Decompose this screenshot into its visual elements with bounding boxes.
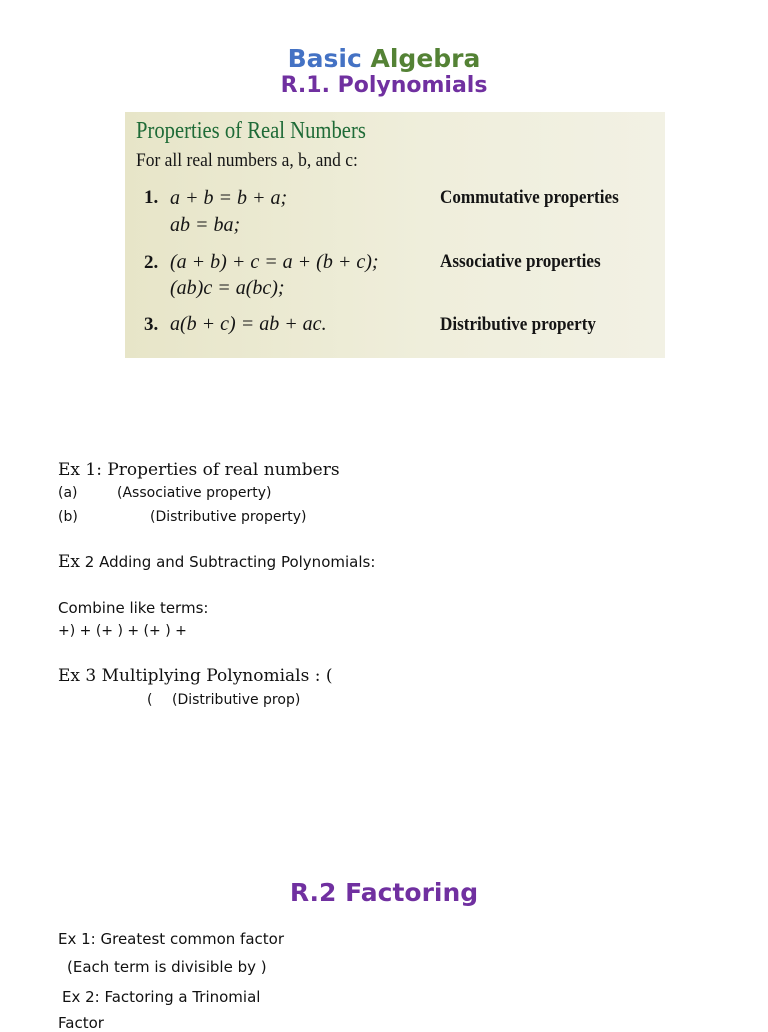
property-3-line-1: a(b + c) = ab + ac. (170, 313, 327, 335)
ex3-paren: ( (147, 692, 153, 708)
ex1-heading: Ex 1: Properties of real numbers (58, 460, 340, 480)
property-2-line-1: (a + b) + c = a + (b + c); (170, 251, 379, 273)
ex3-note: (Distributive prop) (172, 692, 301, 708)
page-title (0, 44, 768, 73)
property-number-3: 3. (144, 314, 159, 335)
property-name-commutative: Commutative properties (440, 187, 619, 208)
ex2-combine-text: Combine like terms: (58, 599, 209, 617)
ex1-part-a-note: (Associative property) (117, 485, 272, 501)
title-word-algebra: Algebra (370, 44, 481, 73)
property-name-distributive: Distributive property (440, 314, 596, 335)
property-number-2: 2. (144, 252, 159, 273)
section-title-polynomials: R.1. Polynomials (280, 73, 488, 98)
figure-intro: For all real numbers a, b, and c: (136, 150, 358, 171)
property-number-1: 1. (144, 187, 159, 208)
ex2-heading (58, 552, 375, 572)
figure-heading: Properties of Real Numbers (136, 118, 366, 144)
section-title-factoring: R.2 Factoring (289, 878, 479, 907)
property-2-line-2: (ab)c = a(bc); (170, 277, 285, 299)
title-word-basic: Basic (287, 44, 362, 73)
property-1-line-1: a + b = b + a; (170, 187, 288, 209)
ex2-heading-text: 2 Adding and Subtracting Polynomials: (80, 553, 376, 571)
ex3-heading: Ex 3 Multiplying Polynomials : ( (58, 666, 333, 686)
ex2-expression: +) + (+ ) + (+ ) + (58, 623, 187, 639)
factoring-ex2-heading: Ex 2: Factoring a Trinomial (62, 988, 261, 1006)
factoring-ex2-cut-text: Factor (58, 1014, 104, 1032)
ex2-heading-prefix: Ex (58, 552, 80, 572)
properties-of-real-numbers-figure (125, 112, 665, 358)
property-name-associative: Associative properties (440, 251, 601, 272)
ex1-part-b-note: (Distributive property) (150, 509, 307, 525)
factoring-ex1-heading: Ex 1: Greatest common factor (58, 930, 284, 948)
property-1-line-2: ab = ba; (170, 214, 241, 236)
ex1-part-a-label: (a) (58, 485, 78, 501)
ex1-part-b-label: (b) (58, 509, 78, 525)
factoring-ex1-note: (Each term is divisible by ) (67, 958, 267, 976)
